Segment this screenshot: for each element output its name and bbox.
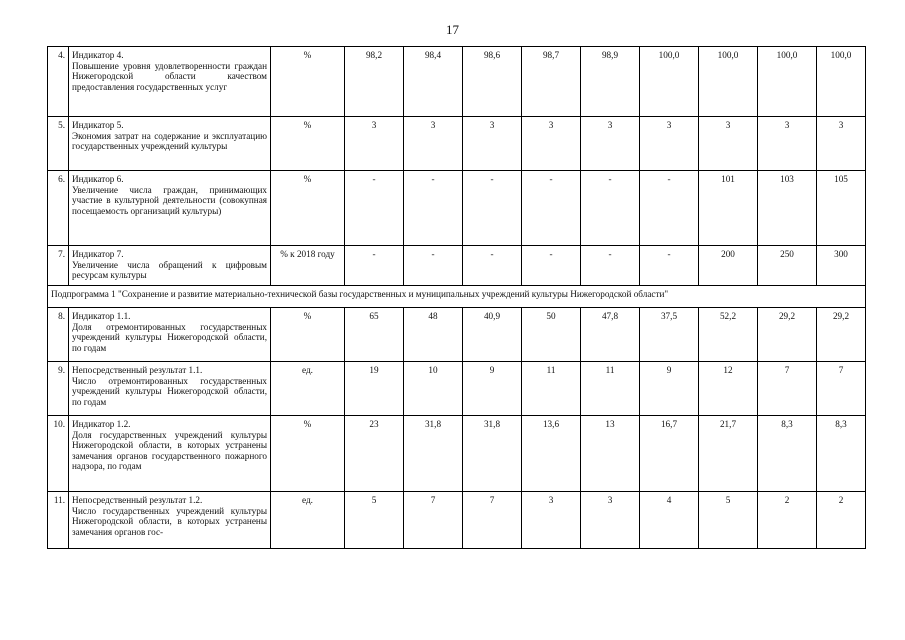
indicator-name-cell (69, 362, 271, 416)
row-number: 6. (48, 171, 69, 246)
indicator-description: Доля государственных учреждений культуры Нижегородской области, в которых устранены замечания органов государственного пожарного надзора, по годам (72, 429, 267, 472)
value-cell: - (640, 246, 699, 286)
indicator-name-cell (69, 246, 271, 286)
table-row (48, 117, 866, 171)
value-cell: 3 (581, 492, 640, 549)
value-cell: - (581, 246, 640, 286)
value-cell: 9 (640, 362, 699, 416)
value-cell: 100,0 (817, 47, 866, 117)
unit-cell: % (271, 308, 345, 362)
indicator-title: Индикатор 1.2. (72, 419, 131, 429)
indicator-title: Индикатор 1.1. (72, 311, 131, 321)
unit-cell: % (271, 47, 345, 117)
value-cell: 13,6 (522, 416, 581, 492)
value-cell: 29,2 (817, 308, 866, 362)
value-cell: - (404, 246, 463, 286)
value-cell: 4 (640, 492, 699, 549)
value-cell: 50 (522, 308, 581, 362)
indicator-name-cell (69, 416, 271, 492)
value-cell: 3 (640, 117, 699, 171)
value-cell: 37,5 (640, 308, 699, 362)
value-cell: 16,7 (640, 416, 699, 492)
value-cell: 48 (404, 308, 463, 362)
value-cell: 3 (581, 117, 640, 171)
value-cell: 2 (817, 492, 866, 549)
value-cell: 31,8 (404, 416, 463, 492)
value-cell: 3 (522, 117, 581, 171)
value-cell: 8,3 (817, 416, 866, 492)
row-number: 8. (48, 308, 69, 362)
row-number: 4. (48, 47, 69, 117)
value-cell: 3 (463, 117, 522, 171)
table-row (48, 171, 866, 246)
value-cell: 3 (817, 117, 866, 171)
value-cell: 100,0 (640, 47, 699, 117)
value-cell: 52,2 (699, 308, 758, 362)
value-cell: - (463, 246, 522, 286)
table-row (48, 362, 866, 416)
value-cell: 100,0 (758, 47, 817, 117)
value-cell: 5 (345, 492, 404, 549)
value-cell: 2 (758, 492, 817, 549)
value-cell: 65 (345, 308, 404, 362)
indicator-description: Число отремонтированных государственных учреждений культуры Нижегородской области, по годам (72, 375, 267, 407)
value-cell: 21,7 (699, 416, 758, 492)
table-row (48, 308, 866, 362)
value-cell: 10 (404, 362, 463, 416)
row-number: 9. (48, 362, 69, 416)
row-number: 7. (48, 246, 69, 286)
value-cell: 103 (758, 171, 817, 246)
subprogram-row (48, 286, 866, 308)
value-cell: 7 (817, 362, 866, 416)
indicator-name-cell (69, 47, 271, 117)
value-cell: 200 (699, 246, 758, 286)
value-cell: 8,3 (758, 416, 817, 492)
indicator-title: Индикатор 5. (72, 120, 124, 130)
value-cell: 3 (699, 117, 758, 171)
indicator-description: Увеличение числа обращений к цифровым ресурсам культуры (72, 259, 267, 281)
value-cell: 9 (463, 362, 522, 416)
value-cell: 11 (522, 362, 581, 416)
row-number: 10. (48, 416, 69, 492)
table-row (48, 246, 866, 286)
unit-cell: ед. (271, 362, 345, 416)
value-cell: - (522, 246, 581, 286)
indicator-name-cell (69, 308, 271, 362)
indicator-description: Экономия затрат на содержание и эксплуатацию государственных учреждений культуры (72, 130, 267, 152)
table-row (48, 416, 866, 492)
table-row (48, 492, 866, 549)
unit-cell: % (271, 416, 345, 492)
value-cell: 7 (758, 362, 817, 416)
value-cell: - (404, 171, 463, 246)
value-cell: - (345, 171, 404, 246)
value-cell: 31,8 (463, 416, 522, 492)
unit-cell: % (271, 117, 345, 171)
value-cell: 3 (758, 117, 817, 171)
indicator-title: Непосредственный результат 1.1. (72, 365, 203, 375)
value-cell: 98,2 (345, 47, 404, 117)
value-cell: 23 (345, 416, 404, 492)
indicator-title: Непосредственный результат 1.2. (72, 495, 203, 505)
value-cell: 98,9 (581, 47, 640, 117)
table-row (48, 47, 866, 117)
value-cell: 29,2 (758, 308, 817, 362)
indicator-description: Увеличение числа граждан, принимающих участие в культурной деятельности (совокупная посещаемость организаций культуры) (72, 184, 267, 216)
unit-cell: % к 2018 году (271, 246, 345, 286)
value-cell: - (463, 171, 522, 246)
unit-cell: ед. (271, 492, 345, 549)
value-cell: 12 (699, 362, 758, 416)
value-cell: - (581, 171, 640, 246)
page-number: 17 (446, 22, 459, 37)
value-cell: 98,7 (522, 47, 581, 117)
value-cell: 3 (345, 117, 404, 171)
value-cell: - (345, 246, 404, 286)
indicator-name-cell (69, 492, 271, 549)
value-cell: 98,4 (404, 47, 463, 117)
value-cell: 5 (699, 492, 758, 549)
value-cell: 7 (463, 492, 522, 549)
indicator-description: Число государственных учреждений культуры Нижегородской области, в которых устранены замечания органов гос- (72, 505, 267, 537)
indicator-title: Индикатор 6. (72, 174, 124, 184)
value-cell: - (640, 171, 699, 246)
indicator-description: Доля отремонтированных государственных учреждений культуры Нижегородской области, по годам (72, 321, 267, 353)
indicator-name-cell (69, 171, 271, 246)
value-cell: 13 (581, 416, 640, 492)
indicators-table (47, 46, 866, 549)
indicator-title: Индикатор 7. (72, 249, 124, 259)
value-cell: 105 (817, 171, 866, 246)
value-cell: 19 (345, 362, 404, 416)
subprogram-title: Подпрограмма 1 "Сохранение и развитие материально-технической базы государственных и муниципальных учреждений культуры Нижегородской области" (48, 286, 866, 308)
value-cell: 47,8 (581, 308, 640, 362)
indicator-name-cell (69, 117, 271, 171)
unit-cell: % (271, 171, 345, 246)
value-cell: 3 (522, 492, 581, 549)
value-cell: 100,0 (699, 47, 758, 117)
value-cell: 250 (758, 246, 817, 286)
value-cell: 98,6 (463, 47, 522, 117)
value-cell: 101 (699, 171, 758, 246)
row-number: 5. (48, 117, 69, 171)
value-cell: 3 (404, 117, 463, 171)
indicator-title: Индикатор 4. (72, 50, 124, 60)
value-cell: 40,9 (463, 308, 522, 362)
value-cell: 300 (817, 246, 866, 286)
indicator-description: Повышение уровня удовлетворенности граждан Нижегородской области качеством предоставления государственных услуг (72, 60, 267, 92)
value-cell: 7 (404, 492, 463, 549)
row-number: 11. (48, 492, 69, 549)
value-cell: - (522, 171, 581, 246)
value-cell: 11 (581, 362, 640, 416)
